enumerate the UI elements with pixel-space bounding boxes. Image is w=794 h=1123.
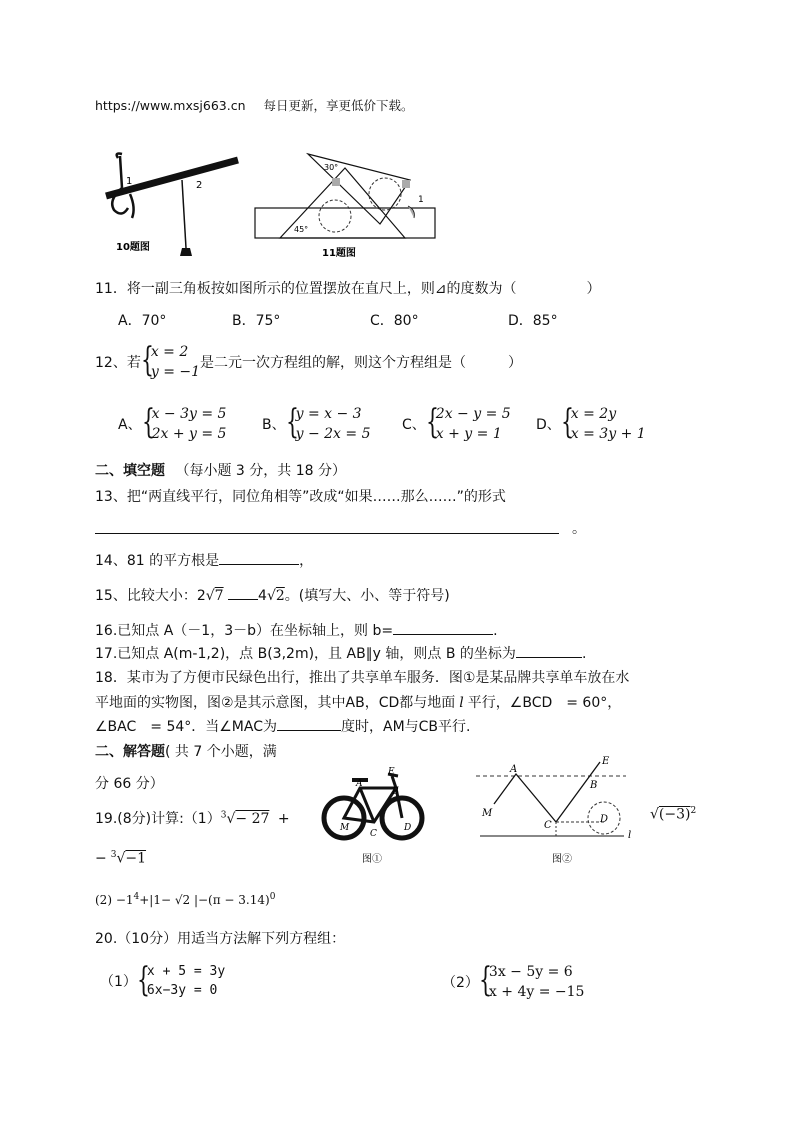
svg-text:l: l — [628, 830, 632, 841]
frame-m-a-c — [494, 774, 556, 822]
svg-text:D: D — [600, 814, 609, 825]
section-title: 二、填空题 — [95, 463, 165, 479]
svg-text:B: B — [392, 787, 399, 797]
fig11-label1: 1 — [418, 195, 424, 205]
ruler — [255, 208, 435, 238]
segment-c-e — [556, 762, 600, 822]
q12-suffix: 是二元一次方程组的解，则这个方程组是（ ） — [200, 355, 523, 371]
q19-right-radical: $√(-3)^2$ — [650, 806, 697, 823]
figure-10 — [100, 148, 250, 260]
fig10-caption: 10题图 — [116, 242, 150, 253]
svg-text:C: C — [370, 829, 377, 839]
q20-part1: （1） { x + 5 = 3y 6x−3y = 0 — [100, 960, 226, 1000]
svg-text:M: M — [482, 808, 493, 819]
section-fill-blank — [95, 460, 346, 480]
q11-option-a: A．70° — [118, 313, 167, 329]
svg-text:D: D — [404, 823, 412, 833]
q12-option-c: C、 { 2x − y = 5 x + y = 1 — [402, 402, 511, 442]
q12-option-d: D、 { x = 2y x = 3y + 1 — [536, 402, 646, 442]
bicycle-diagram-figure — [474, 752, 638, 866]
q13-text: 13、把“两直线平行，同位角相等”改成“如果……那么……”的形式 — [95, 489, 506, 505]
header-line — [95, 96, 414, 114]
svg-text:B: B — [590, 780, 598, 791]
q18-blank[interactable] — [277, 716, 341, 731]
svg-text:A: A — [510, 764, 518, 775]
q19-part2: $(2) -1^4+|1- √2$ $|-(\pi - 3.14)^0$ — [95, 892, 276, 907]
q11-text: 11．将一副三角板按如图所示的位置摆放在直尺上，则⊿的度数为（ ） — [95, 281, 601, 297]
bike-caption-2: 图② — [552, 854, 572, 865]
q16-line: 16.已知点 A（－1，3－b）在坐标轴上，则 b= . — [95, 620, 498, 640]
q19-line1: 19.(8分)计算$:(1)^3√- 27$ + — [95, 810, 290, 827]
q20-text: 20.（10分）用适当方法解下列方程组： — [95, 931, 346, 947]
q13-answer-line[interactable] — [95, 516, 559, 534]
q12-option-b: B、 { y = x − 3 y − 2x = 5 — [262, 402, 371, 442]
q12-line — [95, 342, 522, 382]
svg-text:A: A — [356, 779, 363, 789]
q18-line3: ∠BAC = 54°．当∠MAC为 度时，AM与CB平行. — [95, 716, 471, 736]
q20-part2: （2） { 3x − 5y = 6 x + 4y = −15 — [442, 960, 585, 1000]
fig11-angle45: 45° — [294, 225, 309, 234]
svg-text:C: C — [544, 820, 552, 831]
q17-line: 17.已知点 A(m-1,2)，点 B(3,2m)，且 AB∥y 轴，则点 B 的坐标为 . — [95, 643, 586, 663]
q16-blank[interactable] — [393, 620, 493, 635]
q12-option-a: A、 { x − 3y = 5 2x + y = 5 — [118, 402, 227, 442]
q14-blank[interactable] — [219, 550, 299, 565]
svg-text:M: M — [340, 823, 350, 833]
svg-text:E: E — [602, 756, 610, 767]
q18-line1: 18．某市为了方便市民绿色出行，推出了共享单车服务．图①是某品牌共享单车放在水 — [95, 670, 630, 686]
section-answers: 二、解答题( 共 7 个小题，满 — [95, 744, 277, 760]
q11-option-b: B．75° — [232, 313, 281, 329]
q15-blank[interactable] — [228, 585, 258, 600]
header-tagline: 每日更新，享更低价下载。 — [263, 98, 414, 113]
section-note: （每小题 3 分，共 18 分） — [175, 463, 346, 479]
fig10-label2: 2 — [196, 180, 203, 191]
q14-line: 14、81 的平方根是 ， — [95, 550, 313, 570]
bicycle-photo-figure — [318, 762, 428, 866]
q11-option-d: D．85° — [508, 313, 558, 329]
bike-caption-1: 图① — [362, 854, 382, 865]
svg-text:E: E — [388, 767, 395, 777]
q13-end: 。 — [572, 521, 586, 537]
q18-line2: 平地面的实物图，图②是其示意图，其中AB，CD都与地面 l 平行，∠BCD = 60°， — [95, 695, 622, 711]
q19-line2: − $^3$√−1 — [95, 850, 147, 867]
q17-blank[interactable] — [516, 643, 582, 658]
fig10-label1: 1 — [126, 176, 133, 187]
q15-line: 15、比较大小：2√7 4√2。(填写大、小、等于符号) — [95, 585, 450, 605]
fig11-caption: 11题图 — [322, 248, 356, 259]
section-answers-line2: 分 66 分） — [95, 776, 164, 792]
figure-11 — [250, 148, 440, 260]
q11-option-c: C．80° — [370, 313, 419, 329]
header-url[interactable]: https://www.mxsj663.cn — [95, 98, 246, 113]
fig11-angle30: 30° — [324, 163, 339, 172]
q12-prefix: 12、若 — [95, 355, 141, 371]
q12-system: { x = 2 y = −1 — [140, 340, 201, 380]
